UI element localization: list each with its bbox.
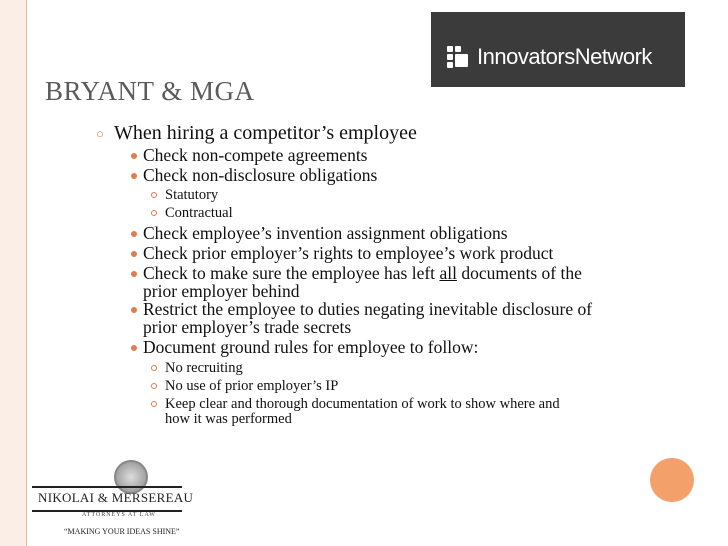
left-border-line [26,0,27,546]
bullet-dot-icon [131,251,137,257]
list-item-level2: No use of prior employer’s IP [165,378,339,394]
list-item-level1: Document ground rules for employee to follow: [143,337,479,357]
list-item-level1 [143,265,582,283]
bullet-dot-icon [131,307,137,313]
list-item-continuation: prior employer’s trade secrets [143,317,352,337]
firm-logo [32,460,194,540]
list-item-level1: Check employee’s invention assignment obligations [143,223,508,243]
bullet-ring-icon [151,210,157,216]
bullet-ring-icon [151,401,157,407]
firm-tagline: “MAKING YOUR IDEAS SHINE” [64,527,180,536]
innovators-network-logo [431,12,685,87]
list-item-level2: Contractual [165,205,233,221]
list-item-level2: No recruiting [165,360,243,376]
item-text-part: documents of the [456,263,582,283]
list-item-level1: Check non-compete agreements [143,145,368,165]
bullet-dot-icon [131,173,137,179]
firm-subtitle: ATTORNEYS AT LAW [82,512,156,518]
slide-title: BRYANT & MGA [45,76,255,106]
item-text-emphasis: all [439,263,457,283]
bullet-dot-icon [131,231,137,237]
bullet-dot-icon [131,345,137,351]
logo-squares-icon [447,46,469,68]
list-item-level2: Keep clear and thorough documentation of work to show where and [165,396,560,412]
list-item-continuation: prior employer behind [143,281,300,301]
decorative-circle [650,458,694,502]
list-item-level0: When hiring a competitor’s employee [114,122,417,144]
bullet-ring-icon [151,383,157,389]
bullet-ring-icon [151,365,157,371]
bullet-dot-icon [131,271,137,277]
item-text-part: Check to make sure the employee has left [143,263,440,283]
bullet-hollow-icon: ○ [96,126,104,141]
list-item-continuation: how it was performed [165,411,292,427]
list-item-level1: Restrict the employee to duties negating inevitable disclosure of [143,299,593,319]
list-item-level1: Check non-disclosure obligations [143,165,378,185]
list-item-level1: Check prior employer’s rights to employee’s work product [143,243,554,263]
firm-name: NIKOLAI & MERSEREAU [38,490,194,505]
left-decorative-strip [0,0,26,546]
bullet-dot-icon [131,153,137,159]
bullet-ring-icon [151,192,157,198]
list-item-level2: Statutory [165,187,219,203]
logo-text: InnovatorsNetwork [477,44,652,69]
